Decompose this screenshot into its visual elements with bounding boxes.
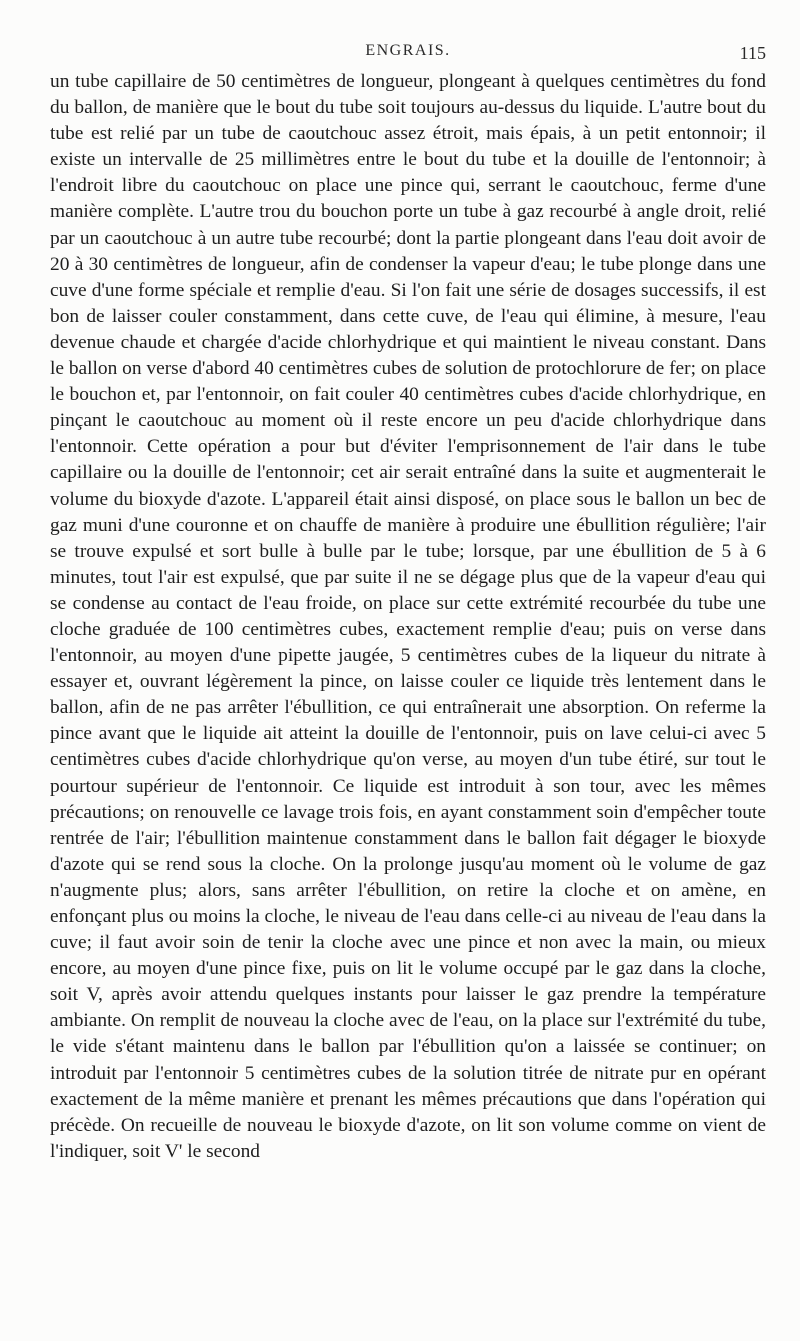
page-number: 115 <box>739 43 766 63</box>
body-text <box>50 69 766 1165</box>
running-head <box>50 42 766 68</box>
running-title: ENGRAIS. <box>365 42 451 59</box>
body-paragraph: un tube capillaire de 50 centimètres de longueur, plongeant à quelques centimètres du fond du ballon, de manière que le bout du tube soit toujours au-dessus du liquide. L'autre bout du tube est relié par un tube de caoutchouc assez étroit, mais épais, à un petit entonnoir; il existe un intervalle de 25 millimètres entre le bout du tube et la douille de l'entonnoir; à l'endroit libre du caoutchouc on place une pince qui, serrant le caoutchouc, ferme d'une manière complète. L'autre trou du bouchon porte un tube à gaz recourbé à angle droit, relié par un caoutchouc à un autre tube recourbé; dont la partie plongeant dans l'eau doit avoir de 20 à 30 centimètres de longueur, afin de condenser la vapeur d'eau; le tube plonge dans une cuve d'une forme spéciale et remplie d'eau. Si l'on fait une série de dosages successifs, il est bon de laisser couler constamment, dans cette cuve, de l'eau qui élimine, à mesure, l'eau devenue chaude et chargée d'acide chlorhydrique et qui maintient le niveau constant. Dans le ballon on verse d'abord 40 centimètres cubes de solution de protochlorure de fer; on place le bouchon et, par l'entonnoir, on fait couler 40 centimètres cubes d'acide chlorhydrique, en pinçant le caoutchouc au moment où il reste encore un peu d'acide chlorhydrique dans l'entonnoir. Cette opération a pour but d'éviter l'emprisonnement de l'air dans le tube capillaire ou la douille de l'entonnoir; cet air serait entraîné dans la suite et augmenterait le volume du bioxyde d'azote. L'appareil était ainsi disposé, on place sous le ballon un bec de gaz muni d'une couronne et on chauffe de manière à produire une ébullition régulière; l'air se trouve expulsé et sort bulle à bulle par le tube; lorsque, par une ébullition de 5 à 6 minutes, tout l'air est expulsé, que par suite il ne se dégage plus que de la vapeur d'eau qui se condense au contact de l'eau froide, on place sur cette extrémité recourbée du tube une cloche graduée de 100 centimètres cubes, exactement remplie d'eau; puis on verse dans l'entonnoir, au moyen d'une pipette jaugée, 5 centimètres cubes de la liqueur du nitrate à essayer et, ouvrant légèrement la pince, on laisse couler ce liquide très lentement dans le ballon, afin de ne pas arrêter l'ébullition, ce qui entraînerait une absorption. On referme la pince avant que le liquide ait atteint la douille de l'entonnoir, puis on lave celui-ci avec 5 centimètres cubes d'acide chlorhydrique qu'on verse, au moyen d'un tube étiré, sur tout le pourtour supérieur de l'entonnoir. Ce liquide est introduit à son tour, avec les mêmes précautions; on renouvelle ce lavage trois fois, en ayant constamment soin d'empêcher toute rentrée de l'air; l'ébullition maintenue constamment dans le ballon fait dégager le bioxyde d'azote qui se rend sous la cloche. On la prolonge jusqu'au moment où le volume de gaz n'augmente plus; alors, sans arrêter l'ébullition, on retire la cloche et on amène, en enfonçant plus ou moins la cloche, le niveau de l'eau dans celle-ci au niveau de l'eau dans la cuve; il faut avoir soin de tenir la cloche avec une pince et non avec la main, ou mieux encore, au moyen d'une pince fixe, puis on lit le volume occupé par le gaz dans la cloche, soit V, après avoir attendu quelques instants pour laisser le gaz prendre la température ambiante. On remplit de nouveau la cloche avec de l'eau, on la place sur l'extrémité du tube, le vide s'étant maintenu dans le ballon par l'ébullition qu'on a laissée se continuer; on introduit par l'entonnoir 5 centimètres cubes de la solution titrée de nitrate pur en opérant exactement de la même manière et prenant les mêmes précautions que dans l'opération qui précède. On recueille de nouveau le bioxyde d'azote, on lit son volume comme on vient de l'indiquer, soit V' le second <box>50 71 766 1162</box>
